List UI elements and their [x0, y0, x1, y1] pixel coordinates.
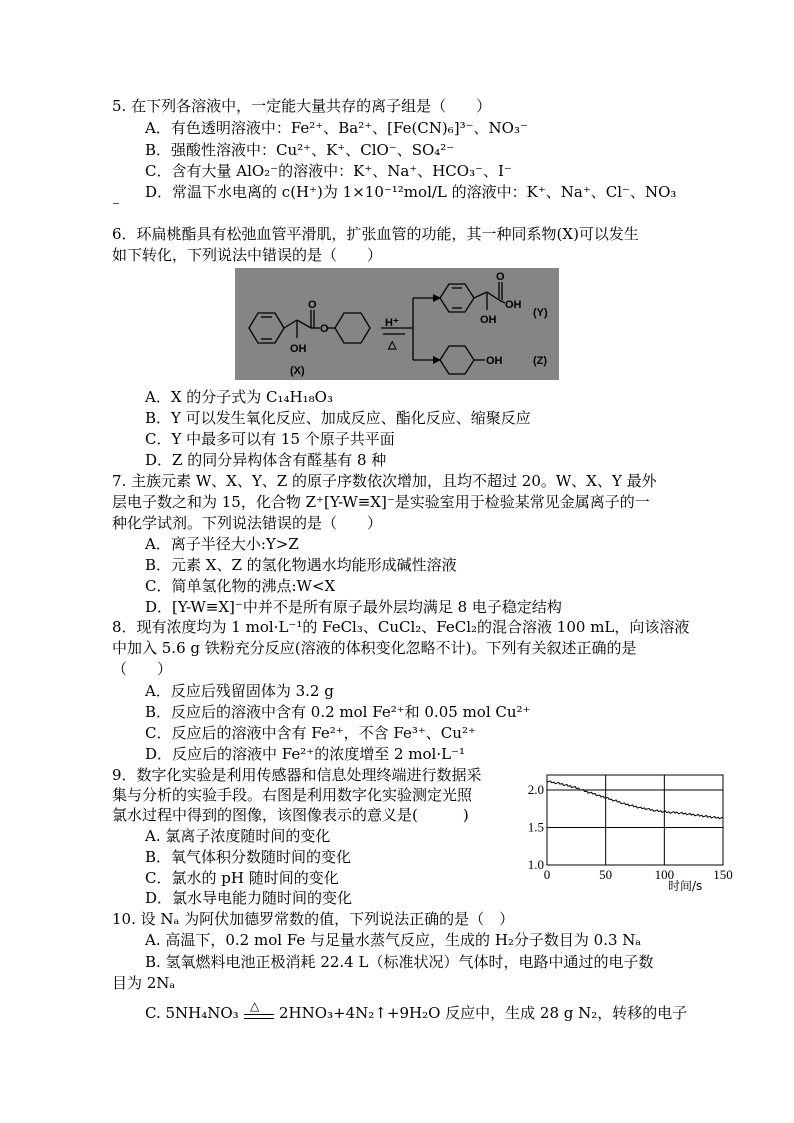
q10-option-c-pre: C. 5NH₄NO₃	[145, 1004, 239, 1022]
q8-stem-line3: （ ）	[112, 660, 173, 678]
arrowhead-y	[433, 294, 441, 302]
x-oh-label: OH	[290, 343, 307, 355]
label-y: (Y)	[533, 307, 548, 319]
q9-option-d: D．氯水导电能力随时间的变化	[145, 889, 353, 907]
y-alcohol-oh-label: OH	[480, 314, 497, 326]
q8-stem-line1: 8．现有浓度均为 1 mol·L⁻¹的 FeCl₃、CuCl₂、FeCl₂的混合溶液 100 mL，向该溶液	[112, 618, 690, 636]
chart-svg	[520, 760, 750, 892]
q8-option-a: A．反应后残留固体为 3.2 g	[145, 682, 334, 700]
x-bond-ch-c	[297, 320, 311, 328]
condition-heat-label: △	[388, 339, 397, 351]
reaction-scheme-figure	[235, 268, 559, 380]
plot-frame	[547, 775, 723, 865]
q7-stem-line3: 种化学试剂。下列说法错误的是（ ）	[112, 514, 383, 532]
q10-stem: 10. 设 Nₐ 为阿伏加德罗常数的值，下列说法正确的是（ ）	[112, 910, 515, 928]
z-cyclohexane-ring	[440, 346, 474, 374]
series-line	[547, 781, 723, 819]
x-cyclohexane-ring	[335, 313, 370, 343]
q5-option-d: D．常温下水电离的 c(H⁺)为 1×10⁻¹²mol/L 的溶液中：K⁺、Na⁺、Cl⁻、NO₃	[145, 183, 677, 201]
q9-option-c: C．氯水的 pH 随时间的变化	[145, 869, 339, 887]
q6-option-c: C．Y 中最多可以有 15 个原子共平面	[145, 430, 395, 448]
y-tick-label: 2.0	[527, 782, 544, 797]
q6-option-b: B．Y 可以发生氧化反应、加成反应、酯化反应、缩聚反应	[145, 409, 531, 427]
label-x: (X)	[290, 365, 305, 377]
y-acid-oh-label: OH	[505, 299, 522, 311]
y-tick-label: 1.0	[527, 857, 544, 872]
q8-option-c: C．反应后的溶液中含有 Fe²⁺，不含 Fe³⁺、Cu²⁺	[145, 724, 476, 742]
q9-stem-line1: 9．数字化实验是利用传感器和信息处理终端进行数据采	[112, 766, 482, 784]
q7-option-d: D．[Y-W≡X]⁻中并不是所有原子最外层均满足 8 电子稳定结构	[145, 598, 562, 616]
q10-option-c-condition: △	[250, 999, 260, 1013]
q10-option-b-line1: B. 氢氧燃料电池正极消耗 22.4 L（标准状况）气体时，电路中通过的电子数	[145, 953, 654, 971]
q9-option-a: A. 氯离子浓度随时间的变化	[145, 827, 331, 845]
q5-stem: 5. 在下列各溶液中，一定能大量共存的离子组是（ ）	[112, 97, 492, 115]
x-tick-label: 50	[599, 867, 613, 882]
condition-acid-label: H⁺	[385, 317, 399, 329]
q7-option-c: C．简单氢化物的沸点:W<X	[145, 577, 336, 595]
q9-option-b: B．氧气体积分数随时间的变化	[145, 848, 352, 866]
q8-stem-line2: 中加入 5.6 g 铁粉充分反应(溶液的体积变化忽略不计)。下列有关叙述正确的是	[112, 639, 637, 657]
x-axis-label: 时间/s	[668, 879, 703, 892]
q7-stem-line2: 层电子数之和为 15，化合物 Z⁺[Y-W≡X]⁻是实验室用于检验某常见金属离子的一	[112, 493, 650, 511]
y-bond-ring-ch	[474, 292, 487, 298]
y-bond-ch-c	[487, 292, 499, 300]
q6-option-d: D．Z 的同分异构体含有醛基有 8 种	[145, 451, 387, 469]
q5-option-c: C．含有大量 AlO₂⁻的溶液中：K⁺、Na⁺、HCO₃⁻、I⁻	[145, 162, 512, 180]
q5-option-b: B．强酸性溶液中：Cu²⁺、K⁺、ClO⁻、SO₄²⁻	[145, 141, 455, 159]
q9-stem-line2: 集与分析的实验手段。右图是利用数字化实验测定光照	[112, 786, 473, 804]
y-carbonyl-o-label: O	[496, 271, 505, 283]
q9-stem-line3: 氯水过程中得到的图像，该图像表示的意义是( )	[112, 806, 469, 824]
q8-option-b: B．反应后的溶液中含有 0.2 mol Fe²⁺和 0.05 mol Cu²⁺	[145, 703, 531, 721]
reaction-scheme-svg	[235, 268, 559, 380]
equals-sign-top	[244, 1014, 274, 1015]
q6-stem-line2: 如下转化，下列说法中错误的是（ ）	[112, 246, 383, 264]
x-tick-label: 0	[543, 867, 551, 882]
q7-option-b: B．元素 X、Z 的氢化物遇水均能形成碱性溶液	[145, 556, 457, 574]
q10-option-c-post: 2HNO₃+4N₂↑+9H₂O 反应中，生成 28 g N₂，转移的电子	[279, 1004, 688, 1022]
q6-stem-line1: 6．环扁桃酯具有松弛血管平滑肌，扩张血管的功能，其一种同系物(X)可以发生	[112, 225, 639, 243]
q7-option-a: A．离子半径大小:Y>Z	[145, 535, 299, 553]
x-ester-o-label: O	[320, 323, 329, 335]
q5-option-d-tail: ⁻	[112, 197, 120, 215]
y-tick-label: 1.5	[527, 819, 544, 835]
q5-option-a: A．有色透明溶液中：Fe²⁺、Ba²⁺、[Fe(CN)₆]³⁻、NO₃⁻	[145, 119, 528, 137]
q8-option-d: D．反应后的溶液中 Fe²⁺的浓度增至 2 mol·L⁻¹	[145, 745, 465, 763]
label-z: (Z)	[533, 355, 548, 367]
chlorine-water-chart	[520, 760, 750, 892]
x-tick-label: 150	[713, 867, 733, 882]
z-oh-label: OH	[486, 355, 503, 367]
q10-option-b-line2: 目为 2Nₐ	[112, 974, 176, 992]
q10-option-a: A. 高温下，0.2 mol Fe 与足量水蒸气反应，生成的 H₂分子数目为 0.3 Nₐ	[145, 931, 642, 949]
equals-sign-bottom	[244, 1018, 274, 1019]
arrowhead-z	[433, 356, 441, 364]
x-carbonyl-o-label: O	[308, 299, 317, 311]
q6-option-a: A．X 的分子式为 C₁₄H₁₈O₃	[145, 388, 333, 406]
q7-stem-line1: 7. 主族元素 W、X、Y、Z 的原子序数依次增加，且均不超过 20。W、X、Y 最外	[112, 472, 657, 490]
x-bond-ring-ch	[284, 320, 297, 328]
x-tick-label: 100	[654, 867, 675, 882]
